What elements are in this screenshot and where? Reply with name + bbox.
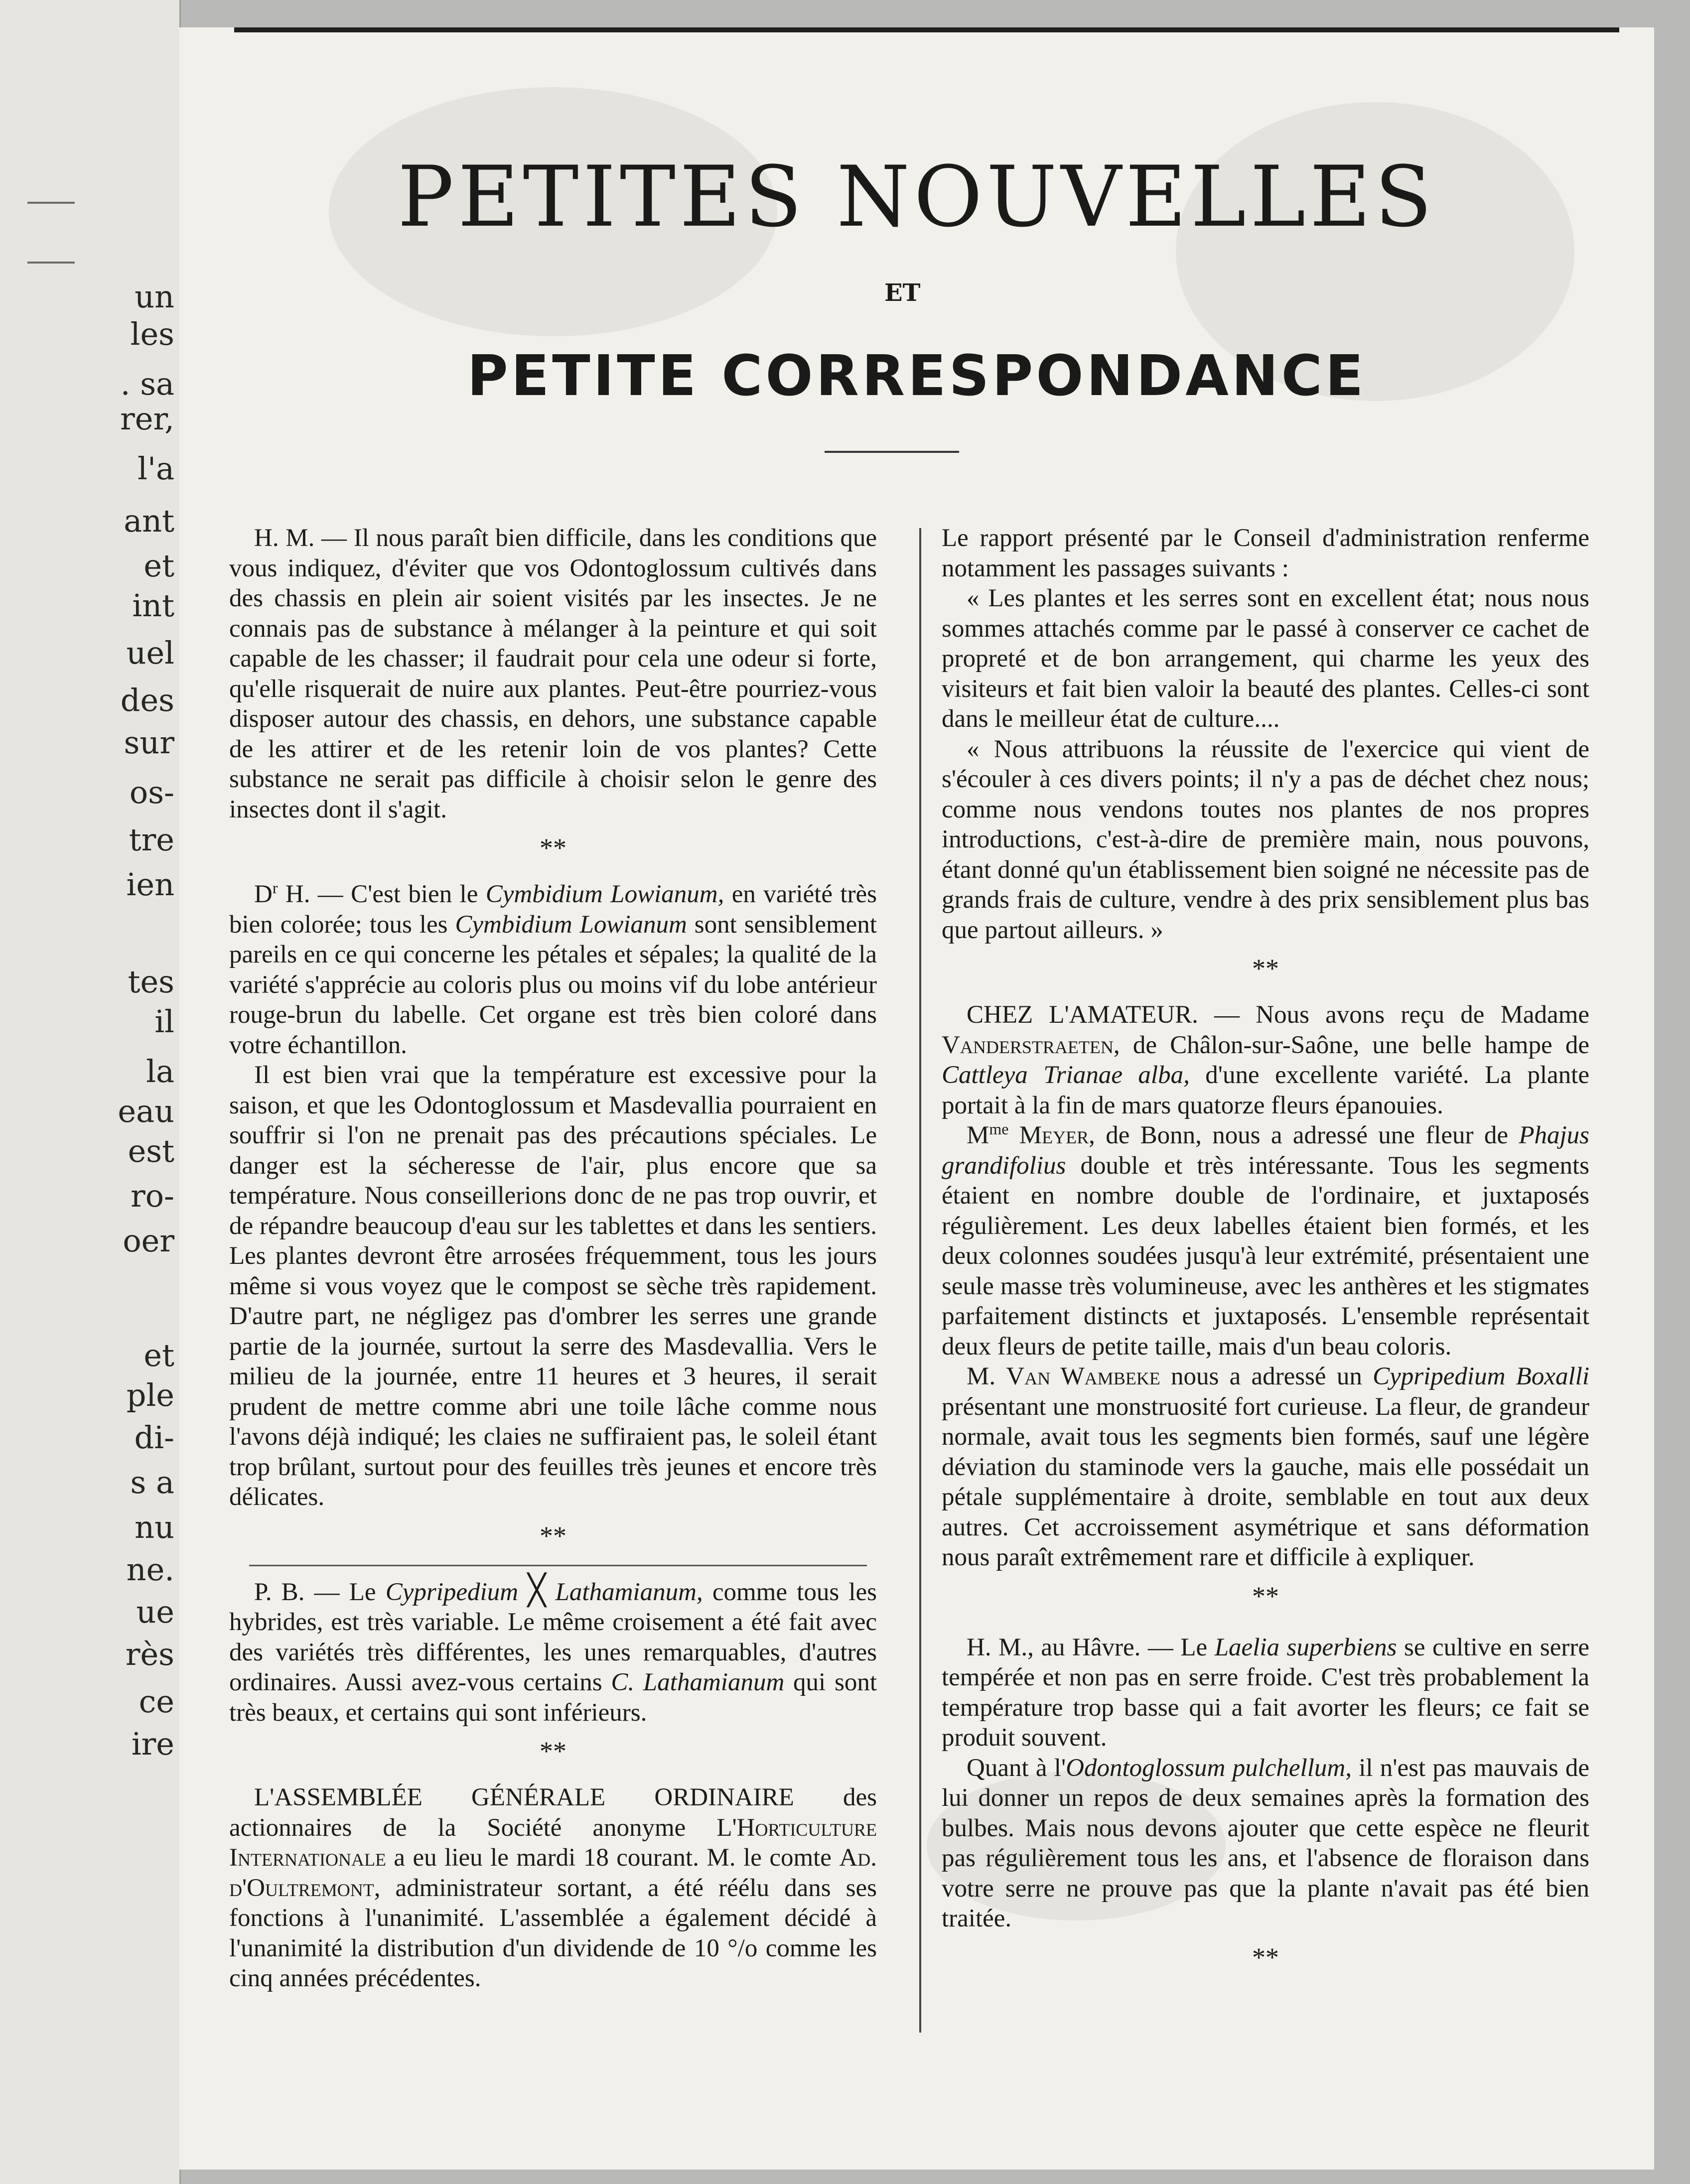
- header-rule: [234, 27, 1619, 32]
- facing-page-fragment: ien: [126, 866, 174, 903]
- assemblee-generale: L'ASSEMBLÉE GÉNÉRALE ORDINAIRE des actionnaires de la Société anonyme L'Horticulture Internationale a eu lieu le mardi 18 courant. M. le comte Ad. d'Oultremont, administrateur sortant, a été réélu dans ses fonctions à l'unanimité. L'assemblée a également décidé à l'unanimité la distribution d'un dividende de 10 °/o comme les cinq années précédentes.: [229, 1783, 877, 1992]
- section-separator: **: [540, 833, 566, 863]
- section-rule: [249, 1565, 867, 1566]
- section-separator: **: [1252, 1581, 1279, 1611]
- reply-hm: H. M. — Il nous paraît bien difficile, dans les conditions que vous indiquez, d'éviter que vos Odontoglossum cultivés dans des chassis en plein air soient visités par les insectes. Je ne connais pas de substance à mélanger à la peinture et qui soit capable de les chasser; il faudrait pour cela une odeur si forte, qu'elle risquerait de nuire aux plantes. Peut-être pourriez-vous disposer autour des chassis, en dehors, une substance capable de les attirer et de les retenir loin de vos plantes? Cette substance ne serait pas difficile à choisir selon le genre des insectes dont il s'agit.: [229, 524, 877, 823]
- facing-page-fragment: l'a: [138, 450, 174, 487]
- facing-page-fragment: des: [120, 682, 174, 718]
- facing-page-fragment: di-: [134, 1419, 174, 1456]
- left-column: [229, 523, 877, 1994]
- rapport-quote-1: « Les plantes et les serres sont en excellent état; nous nous sommes attachés comme par le passé à conserver ce cachet de propreté et de bon arrangement, qui charme les yeux des visiteurs et fait bien valoir la beauté des plantes. Celles-ci sont dans le meilleur état de culture....: [942, 584, 1589, 733]
- right-column: [942, 523, 1589, 1989]
- column-divider: [919, 528, 921, 2033]
- section-separator: **: [540, 1736, 566, 1766]
- facing-page-fragment: un: [135, 278, 174, 315]
- facing-page-rule: [27, 202, 75, 204]
- facing-page-fragment: ple: [126, 1377, 174, 1413]
- page: [179, 27, 1654, 2170]
- chez-amateur: CHEZ L'AMATEUR. — Nous avons reçu de Madame Vanderstraeten, de Châlon-sur-Saône, une belle hampe de Cattleya Trianae alba, d'une excellente variété. La plante portait à la fin de mars quatorze fleurs épanouies.: [942, 1001, 1589, 1119]
- facing-page-fragment: ne.: [126, 1551, 174, 1588]
- facing-page-fragment: ire: [131, 1726, 174, 1762]
- facing-page-fragment: uel: [126, 635, 174, 671]
- section-separator: **: [1252, 1942, 1279, 1972]
- reply-dr-h: $D^r$ H. — C'est bien le Cymbidium Lowianum, en variété très bien colorée; tous les Cymbidium Lowianum sont sensiblement pareils en ce qui concerne les pétales et sépales; la qualité de la variété s'apprécie au coloris plus ou moins vif du lobe antérieur rouge-brun du labelle. Cet organe est très bien coloré dans votre échantillon.: [229, 879, 877, 1059]
- facing-page-fragment: et: [143, 547, 174, 584]
- section-separator: **: [1252, 954, 1279, 983]
- rapport-intro: Le rapport présenté par le Conseil d'administration renferme notamment les passages suivants :: [942, 524, 1589, 582]
- facing-page-fragment: nu: [135, 1509, 174, 1545]
- reply-dr-h-continued: Il est bien vrai que la température est excessive pour la saison, et que les Odontoglossum et Masdevallia pourraient en souffrir si l'on ne prenait pas des précautions spéciales. Le danger est la sécheresse de l'air, plus encore que sa température. Nous conseillerions donc de ne pas trop ouvrir, et de répandre beaucoup d'eau sur les tablettes et dans les sentiers. Les plantes devront être arrosées fréquemment, tous les jours même si vous voyez que le compost se sèche très rapidement. D'autre part, ne négligez pas d'ombrer les serres une grande partie de la journée, surtout la serre des Masdevallia. Vers le milieu de la journée, entre 11 heures et 3 heures, il serait prudent de mettre comme abri une toile lâche comme nous l'avons déjà indiqué; les claies ne suffiraient pas, le soleil étant trop brûlant, surtout pour des feuilles très jeunes et encore très délicates.: [229, 1061, 877, 1511]
- facing-page-fragment: tes: [128, 963, 174, 1000]
- facing-page-fragment: et: [143, 1337, 174, 1373]
- meyer-note: $M^{me}$ Meyer, de Bonn, nous a adressé une fleur de Phajus grandifolius double et très intéressante. Tous les segments étaient en nombre double de l'ordinaire, et juxtaposés régulièrement. Les deux labelles étaient bien formés, et les deux colonnes soudées jusqu'à leur extrémité, présentaient une seule masse très volumineuse, avec les anthères et les stigmates parfaitement distincts et juxtaposés. L'ensemble représentait deux fleurs de petite taille, mais d'un beau coloris.: [942, 1120, 1589, 1361]
- facing-page-fragment: sur: [124, 724, 174, 761]
- facing-page-fragment: . sa: [120, 366, 174, 402]
- facing-page-rule: [27, 262, 75, 264]
- reply-hm-havre-continued: Quant à l'Odontoglossum pulchellum, il n'est pas mauvais de lui donner un repos de deux semaines après la formation des bulbes. Mais nous devons ajouter que cette espèce ne fleurit pas régulièrement tous les ans, et l'absence de floraison dans votre serre ne prouve pas que la plante n'avait pas été bien traitée.: [942, 1754, 1589, 1932]
- facing-page-fragment: ce: [139, 1683, 174, 1720]
- title-divider: [825, 451, 959, 453]
- title-conjunction: ET: [884, 279, 921, 307]
- facing-page-fragment: il: [154, 1003, 174, 1040]
- reply-hm-havre: H. M., au Hâvre. — Le Laelia superbiens se cultive en serre tempérée et non pas en serre froide. C'est très probablement la température trop basse qui a fait avorter les fleurs; ce fait se produit souvent.: [942, 1633, 1589, 1752]
- facing-page-fragment: os-: [129, 774, 174, 811]
- facing-page-fragment: ant: [124, 503, 174, 539]
- facing-page-fragment: rès: [125, 1636, 174, 1672]
- facing-page-fragment: rer,: [120, 401, 174, 437]
- rapport-quote-2: « Nous attribuons la réussite de l'exercice qui vient de s'écouler à ces divers points; il n'y a pas de déchet chez nous; comme nous vendons toutes nos plantes de nos propres introductions, c'est-à-dire de première main, nous pouvons, étant donné qu'un établissement bien soigné ne nécessite pas de grands frais de culture, vendre à des prix sensiblement plus bas que partout ailleurs. »: [942, 735, 1589, 944]
- facing-page-fragment: la: [146, 1053, 174, 1090]
- reply-pb: P. B. — Le Cypripedium ╳ Lathamianum, comme tous les hybrides, est très variable. Le même croisement a été fait avec des variétés très différentes, les unes remarquables, d'autres ordinaires. Aussi avez-vous certains C. Lathamianum qui sont très beaux, et certains qui sont inférieurs.: [229, 1573, 877, 1727]
- facing-page-fragment: oer: [123, 1223, 174, 1259]
- page-title: PETITES NOUVELLES: [397, 148, 1436, 246]
- van-wambeke-note: M. Van Wambeke nous a adressé un Cypripedium Boxalli présentant une monstruosité fort curieuse. La fleur, de grandeur normale, avait tous les segments bien formés, sauf une légère déviation du staminode vers la gauche, mais elle possédait un pétale supplémentaire à droite, semblable en tout aux deux autres. Cet accroissement asymétrique et sans déformation nous paraît extrêmement rare et difficile à expliquer.: [942, 1363, 1589, 1571]
- facing-page-edge: [0, 0, 181, 2184]
- facing-page-fragment: les: [130, 316, 174, 352]
- page-subtitle: PETITE CORRESPONDANCE: [467, 344, 1367, 409]
- facing-page-fragment: int: [132, 587, 174, 624]
- facing-page-fragment: est: [128, 1133, 174, 1169]
- facing-page-fragment: s a: [130, 1464, 174, 1501]
- section-separator: **: [540, 1520, 566, 1551]
- facing-page-fragment: ro-: [131, 1178, 174, 1214]
- facing-page-fragment: eau: [118, 1093, 174, 1129]
- facing-page-fragment: ue: [136, 1594, 174, 1630]
- facing-page-fragment: tre: [129, 821, 174, 858]
